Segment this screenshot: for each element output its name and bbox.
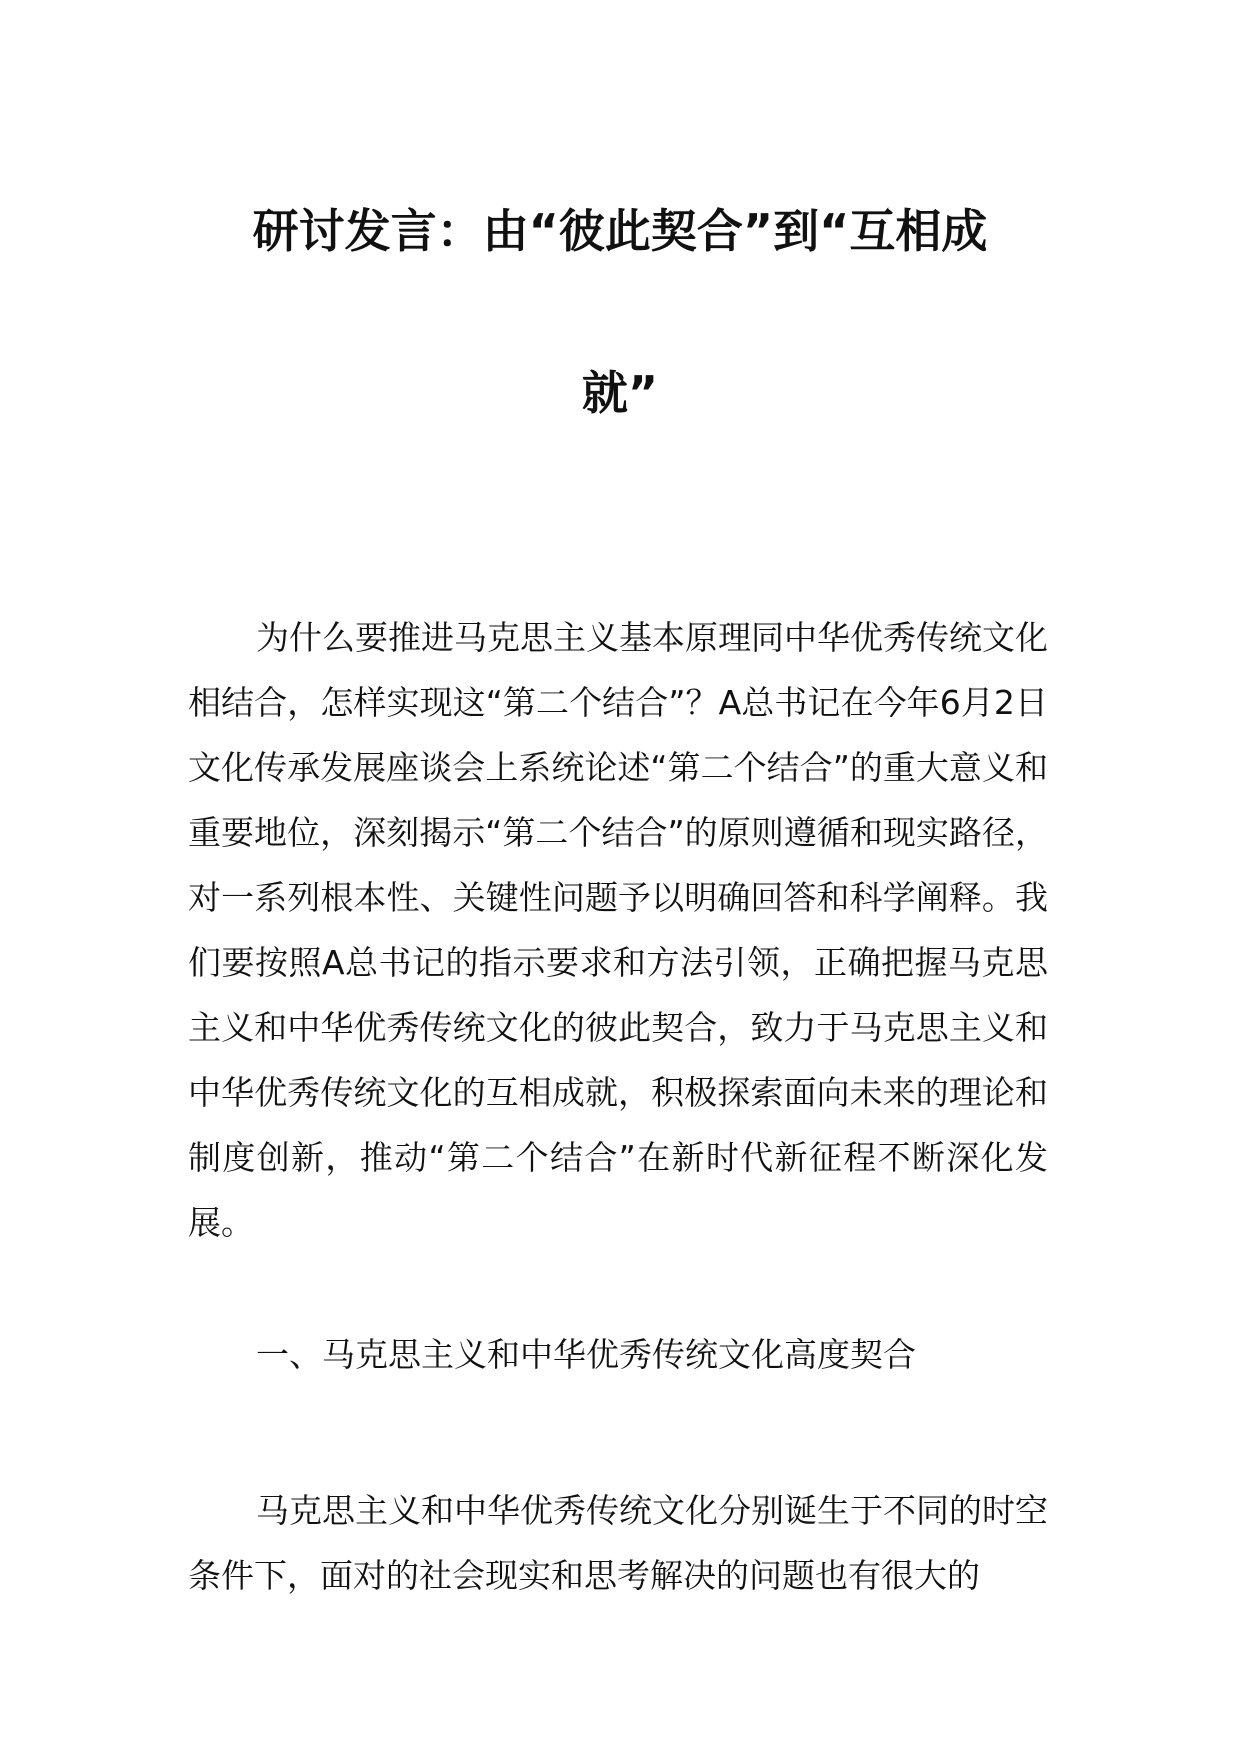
document-title-line-2: 就” — [581, 366, 659, 420]
document-title-line-1: 研讨发言：由“彼此契合”到“互相成 — [252, 204, 988, 258]
section-heading-1: 一、马克思主义和中华优秀传统文化高度契合 — [256, 1335, 916, 1374]
body-paragraph-1: 为什么要推进马克思主义基本原理同中华优秀传统文化相结合，怎样实现这“第二个结合”？A总书记在今年6月2日文化传承发展座谈会上系统论述“第二个结合”的重大意义和重要地位，深刻揭示“第二个结合”的原则遵循和现实路径，对一系列根本性、关键性问题予以明确回答和科学阐释。我们要按照A总书记的指示要求和方法引领，正确把握马克思主义和中华优秀传统文化的彼此契合，致力于马克思主义和中华优秀传统文化的互相成就，积极探索面向未来的理论和制度创新，推动“第二个结合”在新时代新征程不断深化发展。 — [188, 618, 1048, 1242]
body-paragraph-2: 马克思主义和中华优秀传统文化分别诞生于不同的时空条件下，面对的社会现实和思考解决的问题也有很大的 — [188, 1491, 1048, 1595]
